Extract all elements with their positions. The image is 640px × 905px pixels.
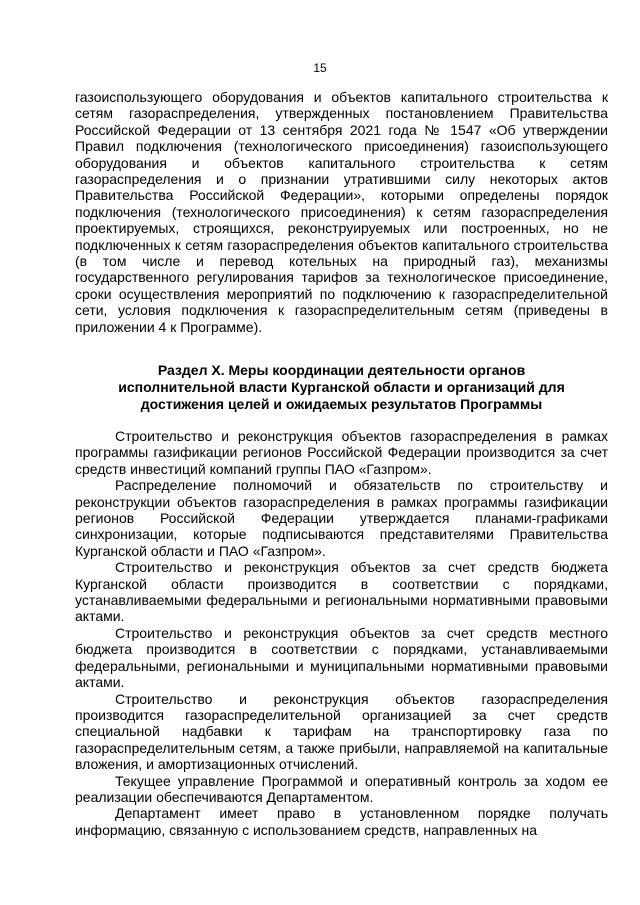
section-body [75,428,608,838]
section-heading-line-1: Раздел X. Меры координации деятельности органов [157,362,526,378]
section-heading-line-2: исполнительной власти Курганской области и организаций для [118,379,565,395]
section-heading-line-3: достижения целей и ожидаемых результатов Программы [140,396,543,412]
paragraph-program-management: Текущее управление Программой и оперативный контроль за ходом ее реализации обеспечиваются Департаментом. [75,772,608,805]
intro-paragraph: газоиспользующего оборудования и объектов капитального строительства к сетям газораспределения, утвержденных постановлением Правительства Российской Федерации от 13 сентября 2021 года № 1547 «Об утверждении Правил подключения (технологического присоединения) газоиспользующего оборудования и объектов капитального строительства к сетям газораспределения и о признании утратившими силу некоторых актов Правительства Российской Федерации», которыми определены порядок подключения (технологического присоединения) к сетям газораспределения проектируемых, строящихся, реконструируемых или построенных, но не подключенных к сетям газораспределения объектов капитального строительства (в том числе и перевод котельных на природный газ), механизмы государственного регулирования тарифов за технологическое присоединение, сроки осуществления мероприятий по подключению к газораспределительной сети, условия подключения к газораспределительным сетям (приведены в приложении 4 к Программе). [75,89,608,335]
paragraph-gas-distribution-org: Строительство и реконструкция объектов газораспределения производится газораспределительной организацией за счет средств специальной надбавки к тарифам на транспортировку газа по газораспределительным сетям, а также прибыли, направляемой на капитальные вложения, и амортизационных отчислений. [75,690,608,773]
paragraph-local-budget: Строительство и реконструкция объектов за счет средств местного бюджета производится в соответствии с порядками, устанавливаемыми федеральными, региональными и муниципальными нормативными правовыми актами. [75,624,608,691]
section-heading [75,362,608,413]
paragraph-regional-budget: Строительство и реконструкция объектов за счет средств бюджета Курганской области производится в соответствии с порядками, устанавливаемыми федеральными и региональными нормативными правовыми актами. [75,559,608,625]
intro-text-block [75,89,608,335]
page-number: 15 [313,61,327,75]
paragraph-department-rights: Департамент имеет право в установленном порядке получать информацию, связанную с использованием средств, направленных на [75,805,608,838]
paragraph-obligations-distribution: Распределение полномочий и обязательств по строительству и реконструкции объектов газораспределения в рамках программы газификации регионов Российской Федерации утверждается планами-графиками синхронизации, которые подписываются представителями Правительства Курганской области и ПАО «Газпром». [75,477,608,559]
paragraph-gazprom-investments: Строительство и реконструкция объектов газораспределения в рамках программы газификации регионов Российской Федерации производится за счет средств инвестиций компаний группы ПАО «Газпром». [75,428,608,477]
